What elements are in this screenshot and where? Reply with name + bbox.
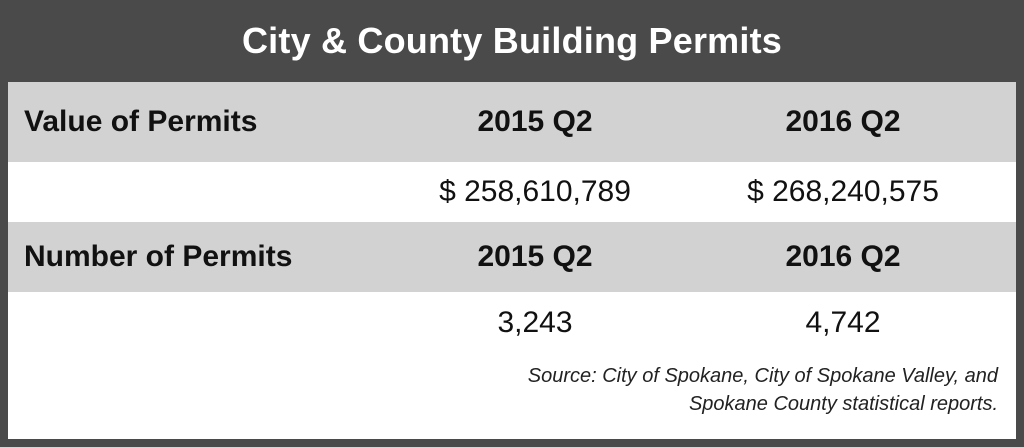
number-of-permits-label: Number of Permits	[24, 240, 293, 273]
number-2016-q2-header: 2016 Q2	[785, 240, 901, 273]
value-2015-q2-amount: $ 258,610,789	[439, 175, 631, 208]
value-data-row	[8, 162, 1016, 222]
source-note-line-2: Spokane County statistical reports.	[688, 393, 998, 415]
number-2016-q2-count: 4,742	[805, 306, 881, 339]
number-header-row	[8, 222, 1016, 292]
source-note	[358, 362, 998, 418]
table-title	[8, 0, 1016, 82]
value-2015-q2-header: 2015 Q2	[477, 105, 593, 138]
number-data-row	[8, 292, 1016, 354]
table-title-text: City & County Building Permits	[241, 20, 783, 61]
number-2015-q2-header: 2015 Q2	[477, 240, 593, 273]
source-note-line-1: Source: City of Spokane, City of Spokane Valley, and	[527, 365, 998, 387]
value-of-permits-label: Value of Permits	[24, 105, 258, 138]
number-2015-q2-count: 3,243	[497, 306, 573, 339]
value-2016-q2-header: 2016 Q2	[785, 105, 901, 138]
value-header-row	[8, 82, 1016, 162]
value-2016-q2-amount: $ 268,240,575	[747, 175, 939, 208]
